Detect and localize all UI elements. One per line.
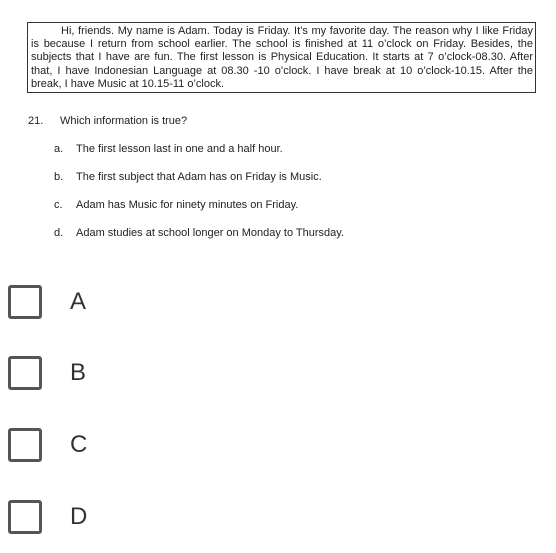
question-text: Which information is true? bbox=[60, 115, 188, 127]
choice-c[interactable] bbox=[8, 425, 87, 465]
option-item bbox=[54, 142, 344, 170]
question-options bbox=[54, 142, 344, 254]
checkbox-d[interactable] bbox=[8, 500, 42, 534]
option-item bbox=[54, 226, 344, 254]
choice-d[interactable] bbox=[8, 497, 87, 537]
option-letter: b. bbox=[54, 171, 64, 183]
reading-passage bbox=[27, 22, 536, 93]
option-item bbox=[54, 198, 344, 226]
choice-b-label: B bbox=[70, 359, 87, 386]
checkbox-b[interactable] bbox=[8, 356, 42, 390]
option-letter: a. bbox=[54, 143, 64, 155]
question-number: 21. bbox=[28, 115, 44, 127]
option-item bbox=[54, 170, 344, 198]
option-text: Adam studies at school longer on Monday to Thursday. bbox=[76, 227, 345, 239]
option-text: The first subject that Adam has on Friday is Music. bbox=[76, 171, 322, 183]
option-letter: d. bbox=[54, 227, 64, 239]
question-prompt bbox=[28, 115, 187, 127]
option-text: The first lesson last in one and a half hour. bbox=[76, 143, 283, 155]
choice-d-label: D bbox=[70, 503, 88, 530]
checkbox-a[interactable] bbox=[8, 285, 42, 319]
passage-text: Hi, friends. My name is Adam. Today is Friday. It’s my favorite day. The reason why I like Friday is because I return from school earlier. The school is finished at 11 o’clock on Friday. Besides, the subjects that I have are fun. The first lesson is Physical Education. It starts at 7 o’clock-08.30. After that, I have Indonesian Language at 08.30 -10 o’clock. I have break at 10 o’clock-10.15. After the break, I have Music at 10.15-11 o’clock. bbox=[31, 25, 533, 90]
option-text: Adam has Music for ninety minutes on Friday. bbox=[76, 199, 299, 211]
option-letter: c. bbox=[54, 199, 63, 211]
choice-a-label: A bbox=[70, 288, 87, 315]
checkbox-c[interactable] bbox=[8, 428, 42, 462]
choice-c-label: C bbox=[70, 431, 88, 458]
choice-a[interactable] bbox=[8, 282, 86, 322]
choice-b[interactable] bbox=[8, 353, 86, 393]
